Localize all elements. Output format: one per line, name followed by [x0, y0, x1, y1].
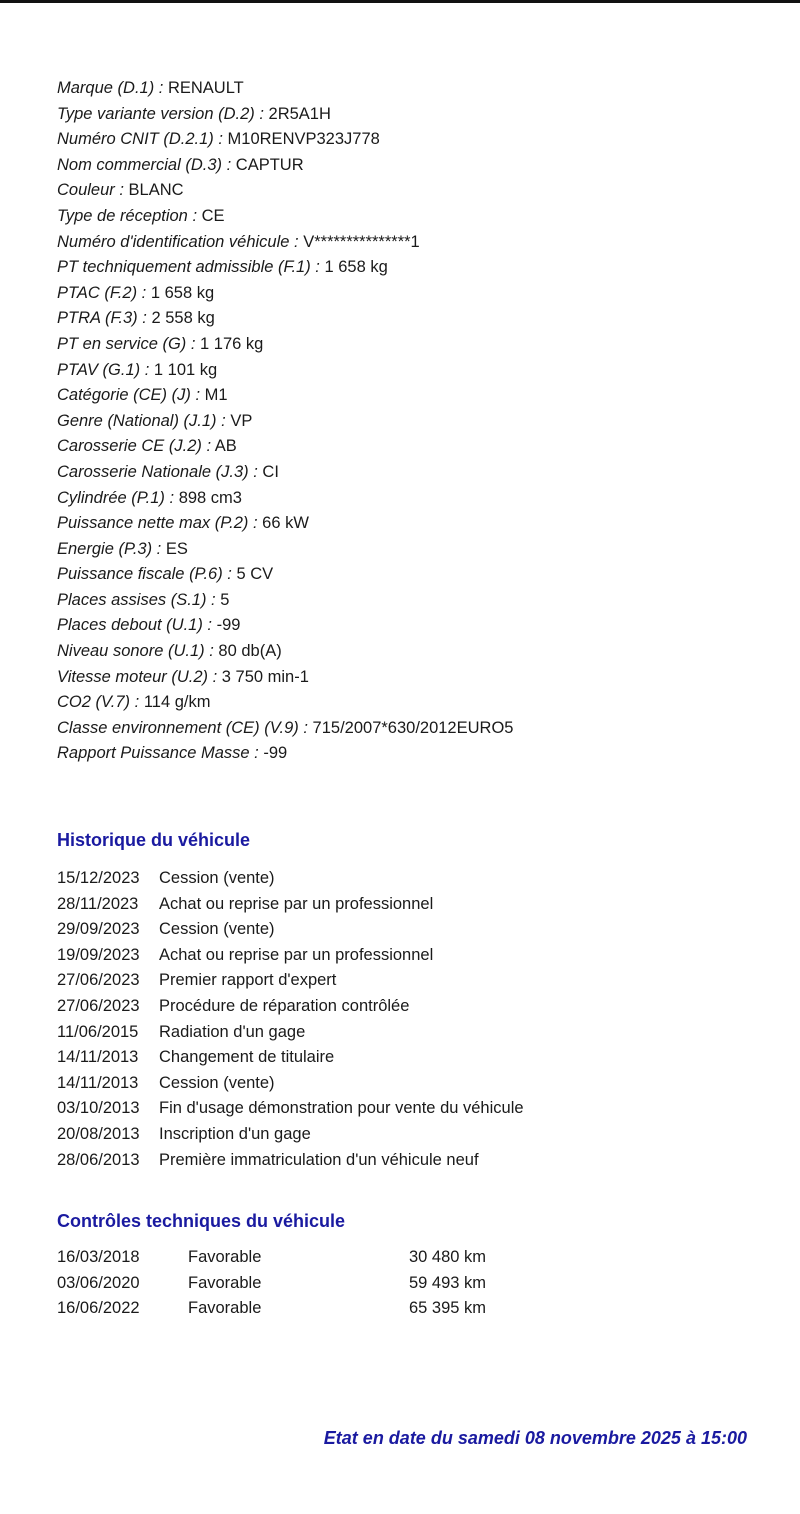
spec-label: PTAC (F.2) :	[57, 283, 147, 302]
history-event: Radiation d'un gage	[159, 1022, 306, 1041]
spec-value: AB	[214, 437, 237, 456]
spec-label: Catégorie (CE) (J) :	[57, 386, 201, 405]
control-date: 16/06/2022	[57, 1299, 140, 1318]
control-mileage: 59 493 km	[409, 1273, 487, 1292]
technical-controls-section-title: Contrôles techniques du véhicule	[57, 1211, 346, 1231]
spec-color	[57, 178, 513, 204]
history-event: Premier rapport d'expert	[159, 971, 337, 990]
spec-value: M10RENVP323J778	[227, 130, 380, 149]
spec-value: 1 658 kg	[324, 258, 388, 277]
spec-pt-service	[57, 332, 513, 358]
spec-body-national	[57, 460, 513, 486]
spec-value: 2R5A1H	[268, 104, 331, 123]
history-entry	[57, 1148, 524, 1174]
history-event: Inscription d'un gage	[159, 1124, 311, 1143]
history-event: Fin d'usage démonstration pour vente du véhicule	[159, 1099, 524, 1118]
history-date: 27/06/2023	[57, 996, 140, 1015]
spec-value: 5	[220, 590, 230, 609]
spec-cnit	[57, 127, 513, 153]
history-entry	[57, 994, 524, 1020]
spec-label: Classe environnement (CE) (V.9) :	[57, 718, 308, 737]
history-date: 14/11/2013	[57, 1073, 139, 1092]
history-event: Procédure de réparation contrôlée	[159, 996, 410, 1015]
spec-value: CAPTUR	[235, 155, 304, 174]
spec-label: Places debout (U.1) :	[57, 616, 212, 635]
history-event: Cession (vente)	[159, 869, 275, 887]
spec-env-class	[57, 716, 513, 742]
spec-power-mass-ratio	[57, 741, 513, 767]
history-list	[57, 866, 524, 1173]
spec-value: CI	[262, 462, 279, 481]
control-mileage: 65 395 km	[409, 1299, 487, 1318]
history-event: Cession (vente)	[159, 1073, 275, 1092]
spec-fiscal-power	[57, 562, 513, 588]
spec-value: 1 101 kg	[153, 360, 218, 379]
spec-value: 715/2007*630/2012EURO5	[312, 718, 514, 737]
spec-value: 2 558 kg	[151, 309, 215, 328]
spec-value: BLANC	[128, 181, 184, 200]
history-event: Achat ou reprise par un professionnel	[159, 945, 434, 964]
spec-label: Puissance fiscale (P.6) :	[57, 565, 232, 584]
history-entry	[57, 1096, 524, 1122]
spec-label: Marque (D.1) :	[57, 79, 164, 97]
history-date: 20/08/2013	[57, 1124, 140, 1143]
history-event: Achat ou reprise par un professionnel	[159, 894, 434, 913]
spec-ptra	[57, 306, 513, 332]
history-date: 27/06/2023	[57, 971, 140, 990]
spec-body-ce	[57, 434, 513, 460]
spec-displacement	[57, 486, 513, 512]
spec-value: 898 cm3	[178, 488, 242, 507]
history-entry	[57, 968, 524, 994]
history-date: 14/11/2013	[57, 1048, 139, 1067]
technical-control-entry	[57, 1271, 486, 1297]
spec-standing-places	[57, 613, 513, 639]
history-date: 19/09/2023	[57, 945, 140, 964]
spec-commercial-name	[57, 153, 513, 179]
history-date: 03/10/2013	[57, 1099, 140, 1118]
control-date: 16/03/2018	[57, 1248, 140, 1266]
spec-value: 1 176 kg	[200, 334, 264, 353]
spec-label: Cylindrée (P.1) :	[57, 488, 175, 507]
spec-label: Niveau sonore (U.1) :	[57, 642, 214, 661]
history-date: 29/09/2023	[57, 920, 140, 939]
spec-label: PT en service (G) :	[57, 334, 196, 353]
top-border	[0, 0, 800, 3]
history-event: Première immatriculation d'un véhicule neuf	[159, 1150, 479, 1169]
spec-value: 1 658 kg	[150, 283, 215, 302]
spec-noise-level	[57, 639, 513, 665]
spec-net-power	[57, 511, 513, 537]
spec-value: ES	[165, 539, 188, 558]
history-entry	[57, 1045, 524, 1071]
spec-ptav	[57, 358, 513, 384]
technical-control-entry	[57, 1296, 486, 1322]
spec-energy	[57, 537, 513, 563]
spec-value: 66 kW	[262, 514, 309, 533]
spec-label: PTAV (G.1) :	[57, 360, 150, 379]
spec-type-variant	[57, 102, 513, 128]
history-date: 11/06/2015	[57, 1022, 139, 1041]
spec-label: Numéro d'identification véhicule :	[57, 232, 299, 251]
history-event: Changement de titulaire	[159, 1048, 335, 1067]
vehicle-specs-list	[57, 76, 513, 767]
spec-label: Couleur :	[57, 181, 124, 200]
spec-label: Places assises (S.1) :	[57, 590, 216, 609]
spec-value: RENAULT	[167, 79, 244, 97]
spec-label: PT techniquement admissible (F.1) :	[57, 258, 320, 277]
spec-vin	[57, 230, 513, 256]
control-result: Favorable	[188, 1248, 262, 1266]
history-event: Cession (vente)	[159, 920, 275, 939]
spec-value: 5 CV	[236, 565, 274, 584]
spec-value: 3 750 min-1	[221, 667, 309, 686]
spec-label: PTRA (F.3) :	[57, 309, 147, 328]
spec-genre	[57, 409, 513, 435]
history-section-title: Historique du véhicule	[57, 830, 251, 850]
spec-label: Numéro CNIT (D.2.1) :	[57, 130, 223, 149]
spec-label: Carosserie CE (J.2) :	[57, 437, 212, 456]
spec-value: -99	[216, 616, 241, 635]
spec-label: Nom commercial (D.3) :	[57, 155, 232, 174]
spec-pt-admissible	[57, 255, 513, 281]
history-date: 28/06/2013	[57, 1150, 140, 1169]
spec-label: Carosserie Nationale (J.3) :	[57, 462, 258, 481]
technical-control-entry	[57, 1245, 486, 1271]
spec-value: 80 db(A)	[218, 642, 282, 661]
spec-co2	[57, 690, 513, 716]
spec-label: Type variante version (D.2) :	[57, 104, 264, 123]
spec-engine-speed	[57, 665, 513, 691]
control-mileage: 30 480 km	[409, 1248, 487, 1266]
spec-seats	[57, 588, 513, 614]
control-result: Favorable	[188, 1273, 262, 1292]
history-entry	[57, 943, 524, 969]
spec-label: Energie (P.3) :	[57, 539, 162, 558]
history-date: 28/11/2023	[57, 894, 139, 913]
spec-value: 114 g/km	[143, 693, 211, 712]
spec-reception-type	[57, 204, 513, 230]
history-entry	[57, 917, 524, 943]
control-result: Favorable	[188, 1299, 262, 1318]
history-entry	[57, 892, 524, 918]
spec-value: VP	[230, 411, 253, 430]
status-date-note: Etat en date du samedi 08 novembre 2025 à 15:00	[323, 1428, 747, 1448]
spec-label: Type de réception :	[57, 206, 198, 225]
spec-category	[57, 383, 513, 409]
history-entry	[57, 866, 524, 892]
spec-value: -99	[263, 744, 288, 763]
spec-label: Vitesse moteur (U.2) :	[57, 667, 218, 686]
spec-value: M1	[204, 386, 228, 405]
history-entry	[57, 1122, 524, 1148]
history-date: 15/12/2023	[57, 869, 140, 887]
spec-label: Puissance nette max (P.2) :	[57, 514, 258, 533]
spec-label: Rapport Puissance Masse :	[57, 744, 259, 763]
spec-brand	[57, 76, 513, 102]
technical-controls-list	[57, 1245, 486, 1322]
history-entry	[57, 1071, 524, 1097]
spec-label: Genre (National) (J.1) :	[57, 411, 226, 430]
spec-ptac	[57, 281, 513, 307]
history-entry	[57, 1020, 524, 1046]
control-date: 03/06/2020	[57, 1273, 140, 1292]
spec-value: V***************1	[303, 232, 420, 251]
spec-label: CO2 (V.7) :	[57, 693, 140, 712]
spec-value: CE	[201, 206, 225, 225]
